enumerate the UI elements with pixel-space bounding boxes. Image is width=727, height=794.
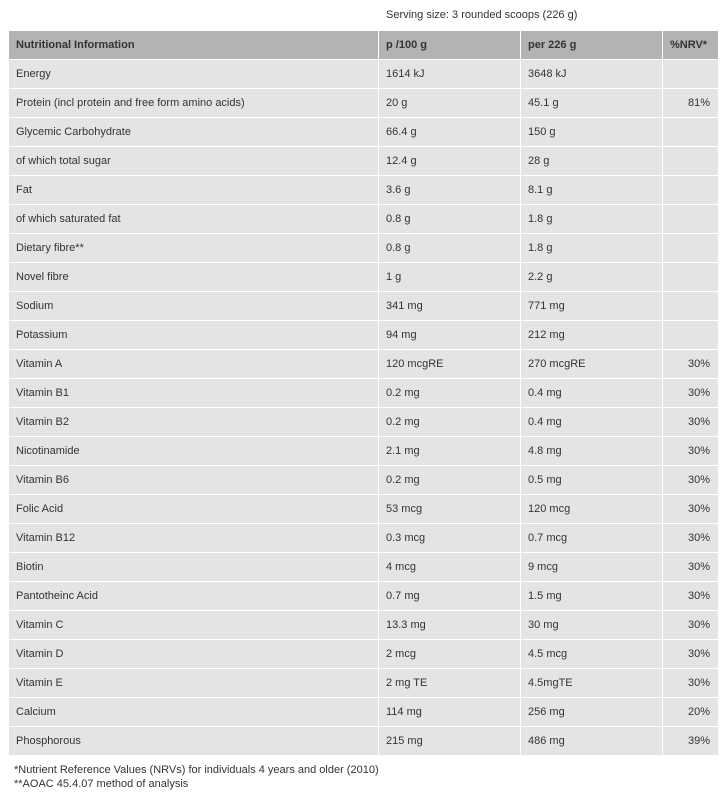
cell-nrv — [663, 118, 718, 146]
table-row — [9, 350, 718, 378]
cell-per-serving: 212 mg — [521, 321, 662, 349]
table-row — [9, 118, 718, 146]
cell-nrv — [663, 176, 718, 204]
cell-per-100g: 0.2 mg — [379, 466, 520, 494]
cell-per-serving: 1.8 g — [521, 205, 662, 233]
cell-nutrient-name: Novel fibre — [9, 263, 378, 291]
header-per-serving: per 226 g — [521, 31, 662, 59]
nutrition-table — [8, 30, 719, 756]
cell-per-100g: 120 mcgRE — [379, 350, 520, 378]
header-per-100g: p /100 g — [379, 31, 520, 59]
cell-nutrient-name: Protein (incl protein and free form amino acids) — [9, 89, 378, 117]
table-row — [9, 60, 718, 88]
header-nutritional-information: Nutritional Information — [9, 31, 378, 59]
cell-per-serving: 1.8 g — [521, 234, 662, 262]
cell-per-serving: 4.5 mcg — [521, 640, 662, 668]
cell-nrv: 81% — [663, 89, 718, 117]
cell-nutrient-name: Vitamin B1 — [9, 379, 378, 407]
cell-nutrient-name: Biotin — [9, 553, 378, 581]
cell-nutrient-name: Vitamin D — [9, 640, 378, 668]
cell-per-100g: 1614 kJ — [379, 60, 520, 88]
header-nrv: %NRV* — [663, 31, 718, 59]
table-row — [9, 292, 718, 320]
table-row — [9, 466, 718, 494]
cell-nutrient-name: Vitamin C — [9, 611, 378, 639]
cell-nrv — [663, 60, 718, 88]
cell-per-serving: 0.4 mg — [521, 408, 662, 436]
cell-per-serving: 30 mg — [521, 611, 662, 639]
cell-per-100g: 114 mg — [379, 698, 520, 726]
cell-per-serving: 8.1 g — [521, 176, 662, 204]
cell-nutrient-name: Phosphorous — [9, 727, 378, 755]
cell-nrv: 20% — [663, 698, 718, 726]
table-row — [9, 263, 718, 291]
cell-nutrient-name: Vitamin E — [9, 669, 378, 697]
cell-nrv: 30% — [663, 437, 718, 465]
cell-nutrient-name: Folic Acid — [9, 495, 378, 523]
cell-per-serving: 4.8 mg — [521, 437, 662, 465]
footnote-aoac: **AOAC 45.4.07 method of analysis — [14, 778, 189, 790]
table-row — [9, 553, 718, 581]
footnotes — [14, 763, 379, 791]
cell-per-serving: 120 mcg — [521, 495, 662, 523]
cell-nrv — [663, 263, 718, 291]
table-row — [9, 640, 718, 668]
cell-nrv: 30% — [663, 640, 718, 668]
cell-nutrient-name: Fat — [9, 176, 378, 204]
footnote-nrv: *Nutrient Reference Values (NRVs) for individuals 4 years and older (2010) — [14, 764, 379, 776]
cell-nutrient-name: Nicotinamide — [9, 437, 378, 465]
table-row — [9, 176, 718, 204]
cell-nrv — [663, 234, 718, 262]
cell-nrv: 30% — [663, 350, 718, 378]
cell-per-serving: 9 mcg — [521, 553, 662, 581]
cell-nrv — [663, 321, 718, 349]
cell-per-serving: 4.5mgTE — [521, 669, 662, 697]
table-row — [9, 147, 718, 175]
table-row — [9, 524, 718, 552]
cell-per-100g: 0.8 g — [379, 205, 520, 233]
cell-per-100g: 20 g — [379, 89, 520, 117]
cell-nutrient-name: Pantotheinc Acid — [9, 582, 378, 610]
cell-nrv: 30% — [663, 408, 718, 436]
cell-per-100g: 2.1 mg — [379, 437, 520, 465]
cell-per-100g: 2 mcg — [379, 640, 520, 668]
cell-nutrient-name: Vitamin A — [9, 350, 378, 378]
table-row — [9, 205, 718, 233]
table-row — [9, 89, 718, 117]
cell-nrv: 39% — [663, 727, 718, 755]
cell-per-100g: 1 g — [379, 263, 520, 291]
cell-nrv: 30% — [663, 495, 718, 523]
cell-nrv — [663, 205, 718, 233]
cell-per-100g: 3.6 g — [379, 176, 520, 204]
table-row — [9, 611, 718, 639]
table-row — [9, 495, 718, 523]
table-row — [9, 379, 718, 407]
cell-nrv — [663, 147, 718, 175]
cell-nutrient-name: Dietary fibre** — [9, 234, 378, 262]
cell-per-100g: 0.2 mg — [379, 379, 520, 407]
cell-nrv: 30% — [663, 379, 718, 407]
cell-nutrient-name: Calcium — [9, 698, 378, 726]
cell-per-100g: 66.4 g — [379, 118, 520, 146]
cell-nutrient-name: Potassium — [9, 321, 378, 349]
cell-per-100g: 0.8 g — [379, 234, 520, 262]
cell-nrv: 30% — [663, 582, 718, 610]
table-row — [9, 727, 718, 755]
cell-per-100g: 94 mg — [379, 321, 520, 349]
cell-per-serving: 1.5 mg — [521, 582, 662, 610]
table-row — [9, 234, 718, 262]
cell-per-100g: 12.4 g — [379, 147, 520, 175]
cell-per-100g: 0.7 mg — [379, 582, 520, 610]
cell-nrv — [663, 292, 718, 320]
cell-nutrient-name: Vitamin B6 — [9, 466, 378, 494]
cell-per-serving: 3648 kJ — [521, 60, 662, 88]
cell-per-100g: 0.2 mg — [379, 408, 520, 436]
table-header-row — [9, 31, 718, 59]
cell-per-100g: 13.3 mg — [379, 611, 520, 639]
cell-per-serving: 486 mg — [521, 727, 662, 755]
cell-per-100g: 2 mg TE — [379, 669, 520, 697]
cell-nutrient-name: Vitamin B2 — [9, 408, 378, 436]
cell-nrv: 30% — [663, 669, 718, 697]
cell-per-serving: 28 g — [521, 147, 662, 175]
cell-per-serving: 0.5 mg — [521, 466, 662, 494]
cell-nutrient-name: of which total sugar — [9, 147, 378, 175]
cell-per-100g: 53 mcg — [379, 495, 520, 523]
cell-per-serving: 0.7 mcg — [521, 524, 662, 552]
cell-per-serving: 256 mg — [521, 698, 662, 726]
cell-per-100g: 215 mg — [379, 727, 520, 755]
cell-nutrient-name: Energy — [9, 60, 378, 88]
cell-per-serving: 270 mcgRE — [521, 350, 662, 378]
table-row — [9, 321, 718, 349]
cell-nrv: 30% — [663, 466, 718, 494]
table-row — [9, 437, 718, 465]
table-row — [9, 669, 718, 697]
table-row — [9, 408, 718, 436]
cell-per-serving: 2.2 g — [521, 263, 662, 291]
cell-nutrient-name: Vitamin B12 — [9, 524, 378, 552]
serving-size: Serving size: 3 rounded scoops (226 g) — [386, 9, 578, 21]
cell-nutrient-name: Glycemic Carbohydrate — [9, 118, 378, 146]
cell-nutrient-name: Sodium — [9, 292, 378, 320]
cell-nrv: 30% — [663, 553, 718, 581]
table-row — [9, 698, 718, 726]
table-body — [9, 60, 718, 755]
cell-per-100g: 4 mcg — [379, 553, 520, 581]
cell-nrv: 30% — [663, 524, 718, 552]
cell-nutrient-name: of which saturated fat — [9, 205, 378, 233]
cell-per-serving: 771 mg — [521, 292, 662, 320]
cell-per-100g: 341 mg — [379, 292, 520, 320]
cell-per-serving: 150 g — [521, 118, 662, 146]
cell-per-serving: 45.1 g — [521, 89, 662, 117]
cell-nrv: 30% — [663, 611, 718, 639]
cell-per-serving: 0.4 mg — [521, 379, 662, 407]
cell-per-100g: 0.3 mcg — [379, 524, 520, 552]
table-row — [9, 582, 718, 610]
